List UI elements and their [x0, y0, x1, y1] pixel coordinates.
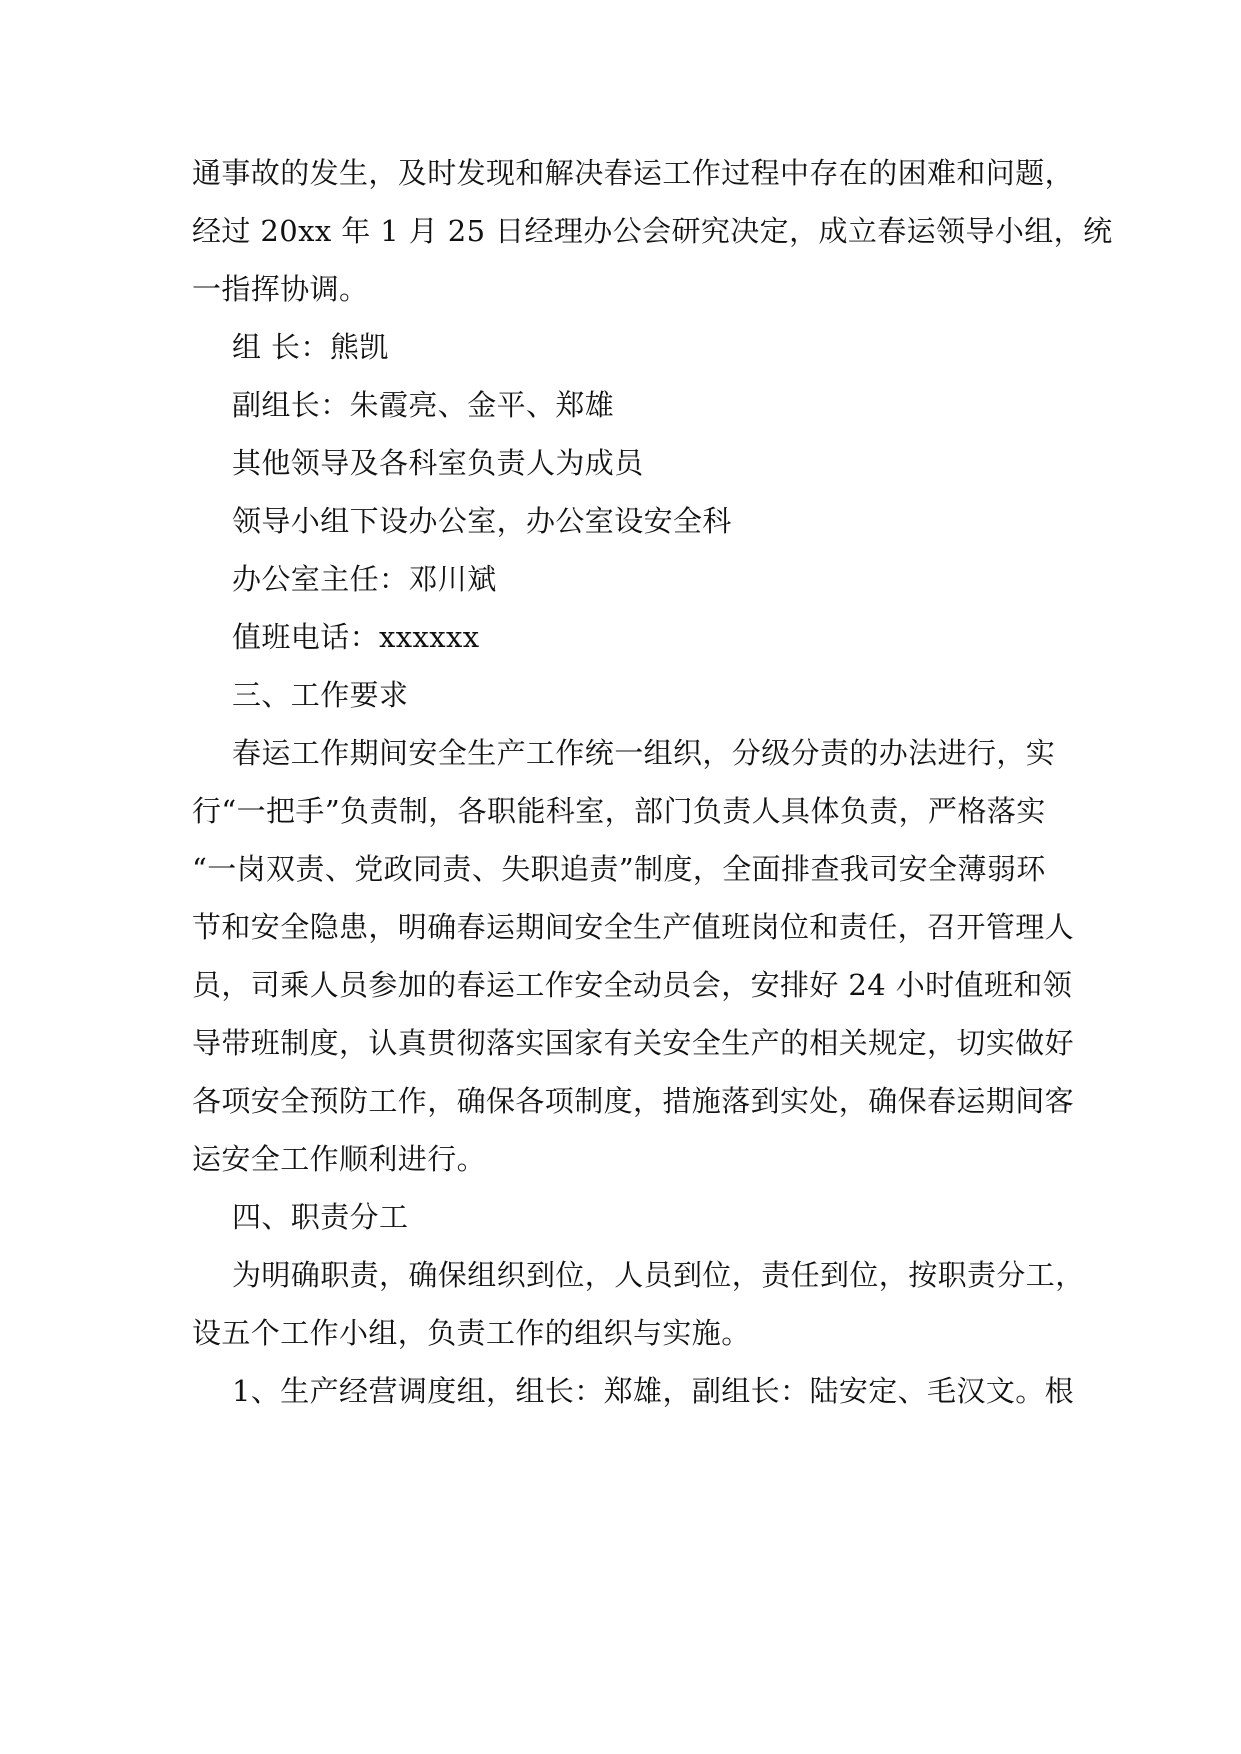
leader-line: 组 长：熊凯 [232, 330, 389, 364]
office-director-line: 办公室主任：邓川斌 [232, 562, 497, 596]
body-text-line: 通事故的发生，及时发现和解决春运工作过程中存在的困难和问题， [192, 156, 1075, 190]
members-line: 其他领导及各科室负责人为成员 [232, 446, 644, 480]
body-text-line: “一岗双责、党政同责、失职追责”制度，全面排查我司安全薄弱环 [192, 852, 1046, 886]
body-text-line: 为明确职责，确保组织到位，人员到位，责任到位，按职责分工， [232, 1258, 1085, 1292]
list-item-line: 1、生产经营调度组，组长：郑雄，副组长：陆安定、毛汉文。根 [232, 1374, 1075, 1408]
office-line: 领导小组下设办公室，办公室设安全科 [232, 504, 732, 538]
body-text-line: 运安全工作顺利进行。 [192, 1142, 487, 1176]
body-text-line: 员，司乘人员参加的春运工作安全动员会，安排好 24 小时值班和领 [192, 968, 1073, 1002]
body-text-line: 经过 20xx 年 1 月 25 日经理办公会研究决定，成立春运领导小组，统 [192, 214, 1113, 248]
body-text-line: 导带班制度，认真贯彻落实国家有关安全生产的相关规定，切实做好 [192, 1026, 1075, 1060]
body-text-line: 行“一把手”负责制，各职能科室，部门负责人具体负责，严格落实 [192, 794, 1046, 828]
duty-phone-line: 值班电话：xxxxxx [232, 620, 480, 654]
body-text-line: 一指挥协调。 [192, 272, 369, 306]
deputy-leader-line: 副组长：朱霞亮、金平、郑雄 [232, 388, 615, 422]
body-text-line: 春运工作期间安全生产工作统一组织，分级分责的办法进行，实 [232, 736, 1056, 770]
body-text-line: 设五个工作小组，负责工作的组织与实施。 [192, 1316, 751, 1350]
section-heading-requirements: 三、工作要求 [232, 678, 409, 712]
body-text-line: 节和安全隐患，明确春运期间安全生产值班岗位和责任，召开管理人 [192, 910, 1075, 944]
section-heading-duties: 四、职责分工 [232, 1200, 409, 1234]
body-text-line: 各项安全预防工作，确保各项制度，措施落到实处，确保春运期间客 [192, 1084, 1075, 1118]
